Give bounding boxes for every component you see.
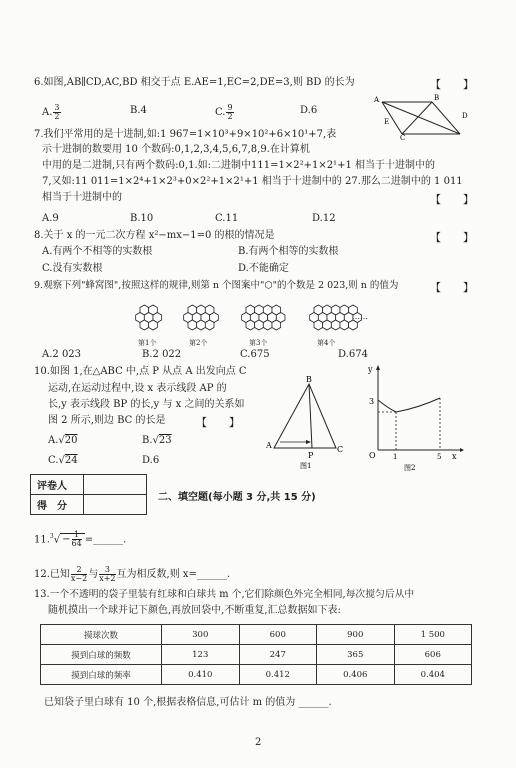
honeycomb-cell	[246, 320, 255, 330]
q8-option-a: A.有两个不相等的实数根	[42, 246, 153, 257]
table-cell: 123	[162, 645, 240, 665]
fig2-caption: 图2	[404, 464, 416, 472]
q7-line1: 7.我们平常用的是十进制,如:1 967=1×10³+9×10²+6×10¹+7,表	[34, 129, 337, 140]
q10-answer-bracket: 【 】	[196, 416, 240, 429]
honeycomb-cell	[331, 320, 340, 330]
table-cell: 247	[239, 645, 317, 665]
q7-option-c: C.11	[215, 213, 239, 224]
q10-line4: 图 2 所示,则边 BC 的长是	[48, 415, 166, 426]
q11: 11.$^3$√ − $\frac{1}{64}$ =______.	[34, 530, 127, 549]
q9-caption-3: 第3个	[249, 339, 268, 347]
table-cell: 365	[317, 645, 395, 665]
q7-option-d: D.12	[312, 213, 336, 224]
table-cell: 摸到白球的频数	[41, 645, 162, 665]
honeycomb-cell	[255, 320, 264, 330]
q10-option-c: C.√24	[48, 455, 78, 466]
q10-line3: 长,y 表示线段 BP 的长,y 与 x 之间的关系如	[48, 399, 245, 410]
honeycomb-cell	[140, 320, 149, 330]
honeycomb-cell	[263, 320, 272, 330]
score-box-score-label: 得 分	[31, 495, 84, 515]
q13-line2: 随机摸出一个球并记下颜色,再放回袋中,不断重复,汇总数据如下表:	[48, 605, 341, 616]
honeycomb-cell	[314, 320, 323, 330]
fig6-label-a: A	[374, 96, 380, 104]
q12: 12.已知 $\frac{2}{x-2}$ 与 $\frac{3}{x+2}$ 互为相反数,则 x=______.	[34, 565, 231, 583]
table-cell: 0.404	[394, 665, 472, 685]
q10-option-d: D.6	[142, 455, 160, 466]
q6-option-c: C. $\frac{9}{2}$	[215, 103, 233, 121]
q9-option-b: B.2 022	[142, 349, 182, 360]
q6-option-d: D.6	[300, 105, 318, 116]
fig2-label-y: y	[368, 365, 373, 374]
q7-line5: 相当于十进制中的	[42, 192, 122, 203]
table-row	[41, 625, 472, 645]
q6-answer-bracket: 【 】	[430, 78, 474, 91]
table-header-cell: 600	[239, 625, 317, 645]
q7-option-a: A.9	[42, 213, 59, 224]
fig2-tick-3: 3	[369, 397, 375, 406]
honeycomb-cell	[188, 320, 197, 330]
fig6-label-e: E	[384, 118, 390, 126]
q13-line1: 13.一个不透明的袋子里装有红球和白球共 m 个,它们除颜色外完全相同,每次搅匀后从中	[34, 589, 415, 600]
q8-option-b: B.有两个相等的实数根	[238, 246, 339, 257]
table-header-cell: 300	[162, 625, 240, 645]
q10-option-b: B.√23	[142, 435, 172, 446]
q13-frequency-table	[40, 624, 472, 685]
table-cell: 0.412	[239, 665, 317, 685]
q7-line3: 中用的是二进制,只有两个数码:0,1.如:二进制中111=1×2²+1×2¹+1 相当于十进制中的	[42, 160, 435, 171]
score-box-score-cell	[84, 495, 147, 515]
fig1-caption: 图1	[300, 462, 312, 470]
fig2-tick-1: 1	[393, 453, 398, 461]
q7-answer-bracket: 【 】	[430, 193, 474, 206]
q10-figure-1	[266, 372, 356, 472]
q10-line1: 10.如图 1,在△ABC 中,点 P 从点 A 出发向点 C	[34, 366, 247, 377]
q6-option-a: A. $\frac{3}{2}$	[42, 103, 60, 121]
table-row	[41, 665, 472, 685]
fig1-label-c: C	[337, 445, 344, 454]
q8-stem: 8.关于 x 的一元二次方程 x²−mx−1=0 的根的情况是	[34, 230, 275, 241]
table-cell: 0.410	[162, 665, 240, 685]
q6-stem: 6.如图,AB∥CD,AC,BD 相交于点 E.AE=1,EC=2,DE=3,则 BD 的长为	[34, 77, 355, 88]
table-row	[41, 645, 472, 665]
honeycomb-cell	[197, 320, 206, 330]
honeycomb-cell	[323, 320, 332, 330]
score-box	[30, 474, 147, 515]
table-cell: 摸到白球的频率	[41, 665, 162, 685]
table-header-cell: 900	[317, 625, 395, 645]
q9-answer-bracket: 【 】	[430, 281, 474, 294]
page-number: 2	[255, 737, 262, 748]
fig1-label-b: B	[306, 375, 312, 384]
fig6-label-c: C	[400, 134, 406, 140]
q7-line2: 示十进制的数要用 10 个数码:0,1,2,3,4,5,6,7,8,9.在计算机	[42, 144, 310, 155]
q9-caption-2: 第2个	[189, 339, 208, 347]
honeycomb-cell	[340, 320, 349, 330]
fig6-label-d: D	[462, 112, 468, 120]
q13-line3: 已知袋子里白球有 10 个,根据表格信息,可估计 m 的值为 ______.	[44, 697, 332, 708]
q8-option-d: D.不能确定	[238, 263, 289, 274]
table-header-cell: 1 500	[394, 625, 472, 645]
q9-option-c: C.675	[240, 349, 270, 360]
q9-stem: 9.观察下列"蜂窝图",按照这样的规律,则第 n 个图案中"⬡"的个数是 2 023,则 n 的值为	[34, 280, 399, 291]
q9-option-a: A.2 023	[42, 349, 82, 360]
q9-caption-1: 第1个	[138, 339, 157, 347]
q10-figure-2	[364, 364, 464, 474]
q6-figure	[360, 94, 470, 140]
q9-caption-4: 第4个	[317, 339, 336, 347]
q10-line2: 运动,在运动过程中,设 x 表示线段 AP 的	[48, 383, 227, 394]
table-header-cell: 摸球次数	[41, 625, 162, 645]
fig2-tick-5: 5	[437, 453, 442, 461]
q6-option-b: B.4	[130, 105, 147, 116]
fig2-label-x: x	[452, 452, 457, 461]
q10-option-a: A.√20	[48, 435, 78, 446]
honeycomb-cell	[272, 320, 281, 330]
q9-ellipsis: ……	[352, 312, 368, 321]
honeycomb-cell	[149, 320, 158, 330]
q7-line4: 7,又如:11 011=1×2⁴+1×2³+0×2²+1×2¹+1 相当于十进制中的 27.那么二进制中的 1 011	[42, 176, 463, 187]
table-cell: 606	[394, 645, 472, 665]
fig6-label-b: B	[434, 94, 440, 102]
honeycomb-svg	[128, 296, 388, 338]
q9-option-d: D.674	[338, 349, 368, 360]
score-box-grader-label: 评卷人	[31, 475, 84, 495]
q8-option-c: C.没有实数根	[42, 263, 103, 274]
fig2-origin: O	[369, 451, 376, 460]
section-2-heading: 二、填空题(每小题 3 分,共 15 分)	[158, 492, 316, 503]
fig1-label-a: A	[266, 441, 272, 450]
honeycomb-cell	[205, 320, 214, 330]
q8-answer-bracket: 【 】	[430, 231, 474, 244]
table-cell: 0.406	[317, 665, 395, 685]
q7-option-b: B.10	[130, 213, 154, 224]
score-box-grader-cell	[84, 475, 147, 495]
fig1-label-p: P	[308, 451, 314, 460]
